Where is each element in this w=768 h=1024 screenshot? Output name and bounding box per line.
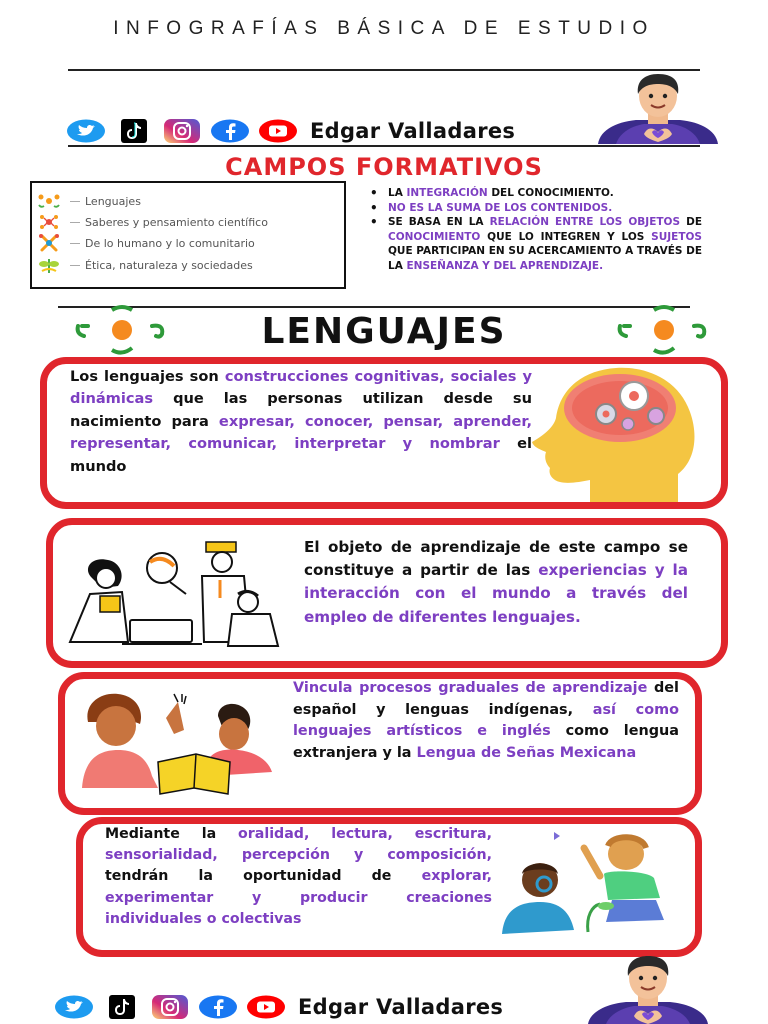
facebook-icon[interactable] bbox=[210, 119, 250, 143]
card-definicion-text: Los lenguajes son construcciones cognitivas, sociales y dinámicas que las personas utilizan desde su nacimiento para expresar, conocer, pensar, aprender, representar, comunicar, interpretar y nombrar el mundo bbox=[70, 368, 533, 475]
children-reading-illustration bbox=[78, 692, 278, 796]
instagram-icon[interactable] bbox=[150, 995, 190, 1019]
instagram-icon[interactable] bbox=[162, 119, 202, 143]
author-name-bottom: Edgar Valladares bbox=[298, 995, 504, 1019]
facebook-icon[interactable] bbox=[198, 995, 238, 1019]
social-divider bbox=[68, 145, 700, 147]
author-name: Edgar Valladares bbox=[310, 119, 516, 143]
page-title: INFOGRAFÍAS BÁSICA DE ESTUDIO bbox=[113, 18, 655, 39]
lenguajes-icon bbox=[32, 191, 66, 211]
saberes-icon bbox=[32, 212, 66, 232]
youtube-icon[interactable] bbox=[258, 119, 298, 143]
children-exploring-illustration bbox=[496, 826, 692, 934]
legend-label: Saberes y pensamiento científico bbox=[85, 215, 268, 229]
humano-icon bbox=[32, 233, 66, 253]
author-avatar-bottom bbox=[582, 954, 714, 1024]
brain-head-illustration bbox=[528, 364, 698, 502]
legend-item-saberes bbox=[32, 212, 268, 232]
legend-label: De lo humano y lo comunitario bbox=[85, 236, 255, 250]
campos-bullets bbox=[368, 186, 702, 273]
tiktok-icon[interactable] bbox=[102, 995, 142, 1019]
bullet-item: • LA INTEGRACIÓN DEL CONOCIMIENTO. bbox=[368, 186, 702, 201]
legend-label: Lenguajes bbox=[85, 194, 141, 208]
card-objeto-text: El objeto de aprendizaje de este campo se constituye a partir de las experiencias y la interacción con el mundo a través del empleo de diferentes lenguajes. bbox=[304, 538, 688, 626]
bullet-item: • NO ES LA SUMA DE LOS CONTENIDOS. bbox=[368, 201, 702, 216]
legend-label: Ética, naturaleza y sociedades bbox=[85, 258, 253, 272]
title-divider bbox=[68, 69, 700, 71]
twitter-icon[interactable] bbox=[54, 995, 94, 1019]
social-bar-bottom bbox=[54, 995, 503, 1019]
author-avatar bbox=[592, 72, 724, 144]
students-science-illustration bbox=[62, 538, 294, 650]
card-mediante-text: Mediante la oralidad, lectura, escritura, sensorialidad, percepción y composición, tendrán la oportunidad de explorar, experimentar y producir creaciones individuales o colectivas bbox=[105, 826, 492, 927]
tiktok-icon[interactable] bbox=[114, 119, 154, 143]
campos-legend bbox=[30, 181, 346, 289]
legend-item-humano bbox=[32, 233, 255, 253]
card-vincula-text: Vincula procesos graduales de aprendizaje del español y lenguas indígenas, así como lenguajes artísticos e inglés como lengua extranjera y la Lengua de Señas Mexicana bbox=[293, 680, 679, 761]
twitter-icon[interactable] bbox=[66, 119, 106, 143]
social-bar-top bbox=[66, 119, 515, 143]
youtube-icon[interactable] bbox=[246, 995, 286, 1019]
lenguajes-title: LENGUAJES bbox=[261, 311, 507, 352]
legend-item-etica bbox=[32, 255, 253, 275]
bullet-item: • SE BASA EN LA RELACIÓN ENTRE LOS OBJETOS DE CONOCIMIENTO QUE LO INTEGREN Y LOS SUJETOS QUE PARTICIPAN EN SU ACERCAMIENTO A TRAVÉS DE LA ENSEÑANZA Y DEL APRENDIZAJE. bbox=[368, 215, 702, 273]
campos-title: CAMPOS FORMATIVOS bbox=[225, 153, 543, 181]
legend-item-lenguajes bbox=[32, 191, 141, 211]
etica-icon bbox=[32, 255, 66, 275]
